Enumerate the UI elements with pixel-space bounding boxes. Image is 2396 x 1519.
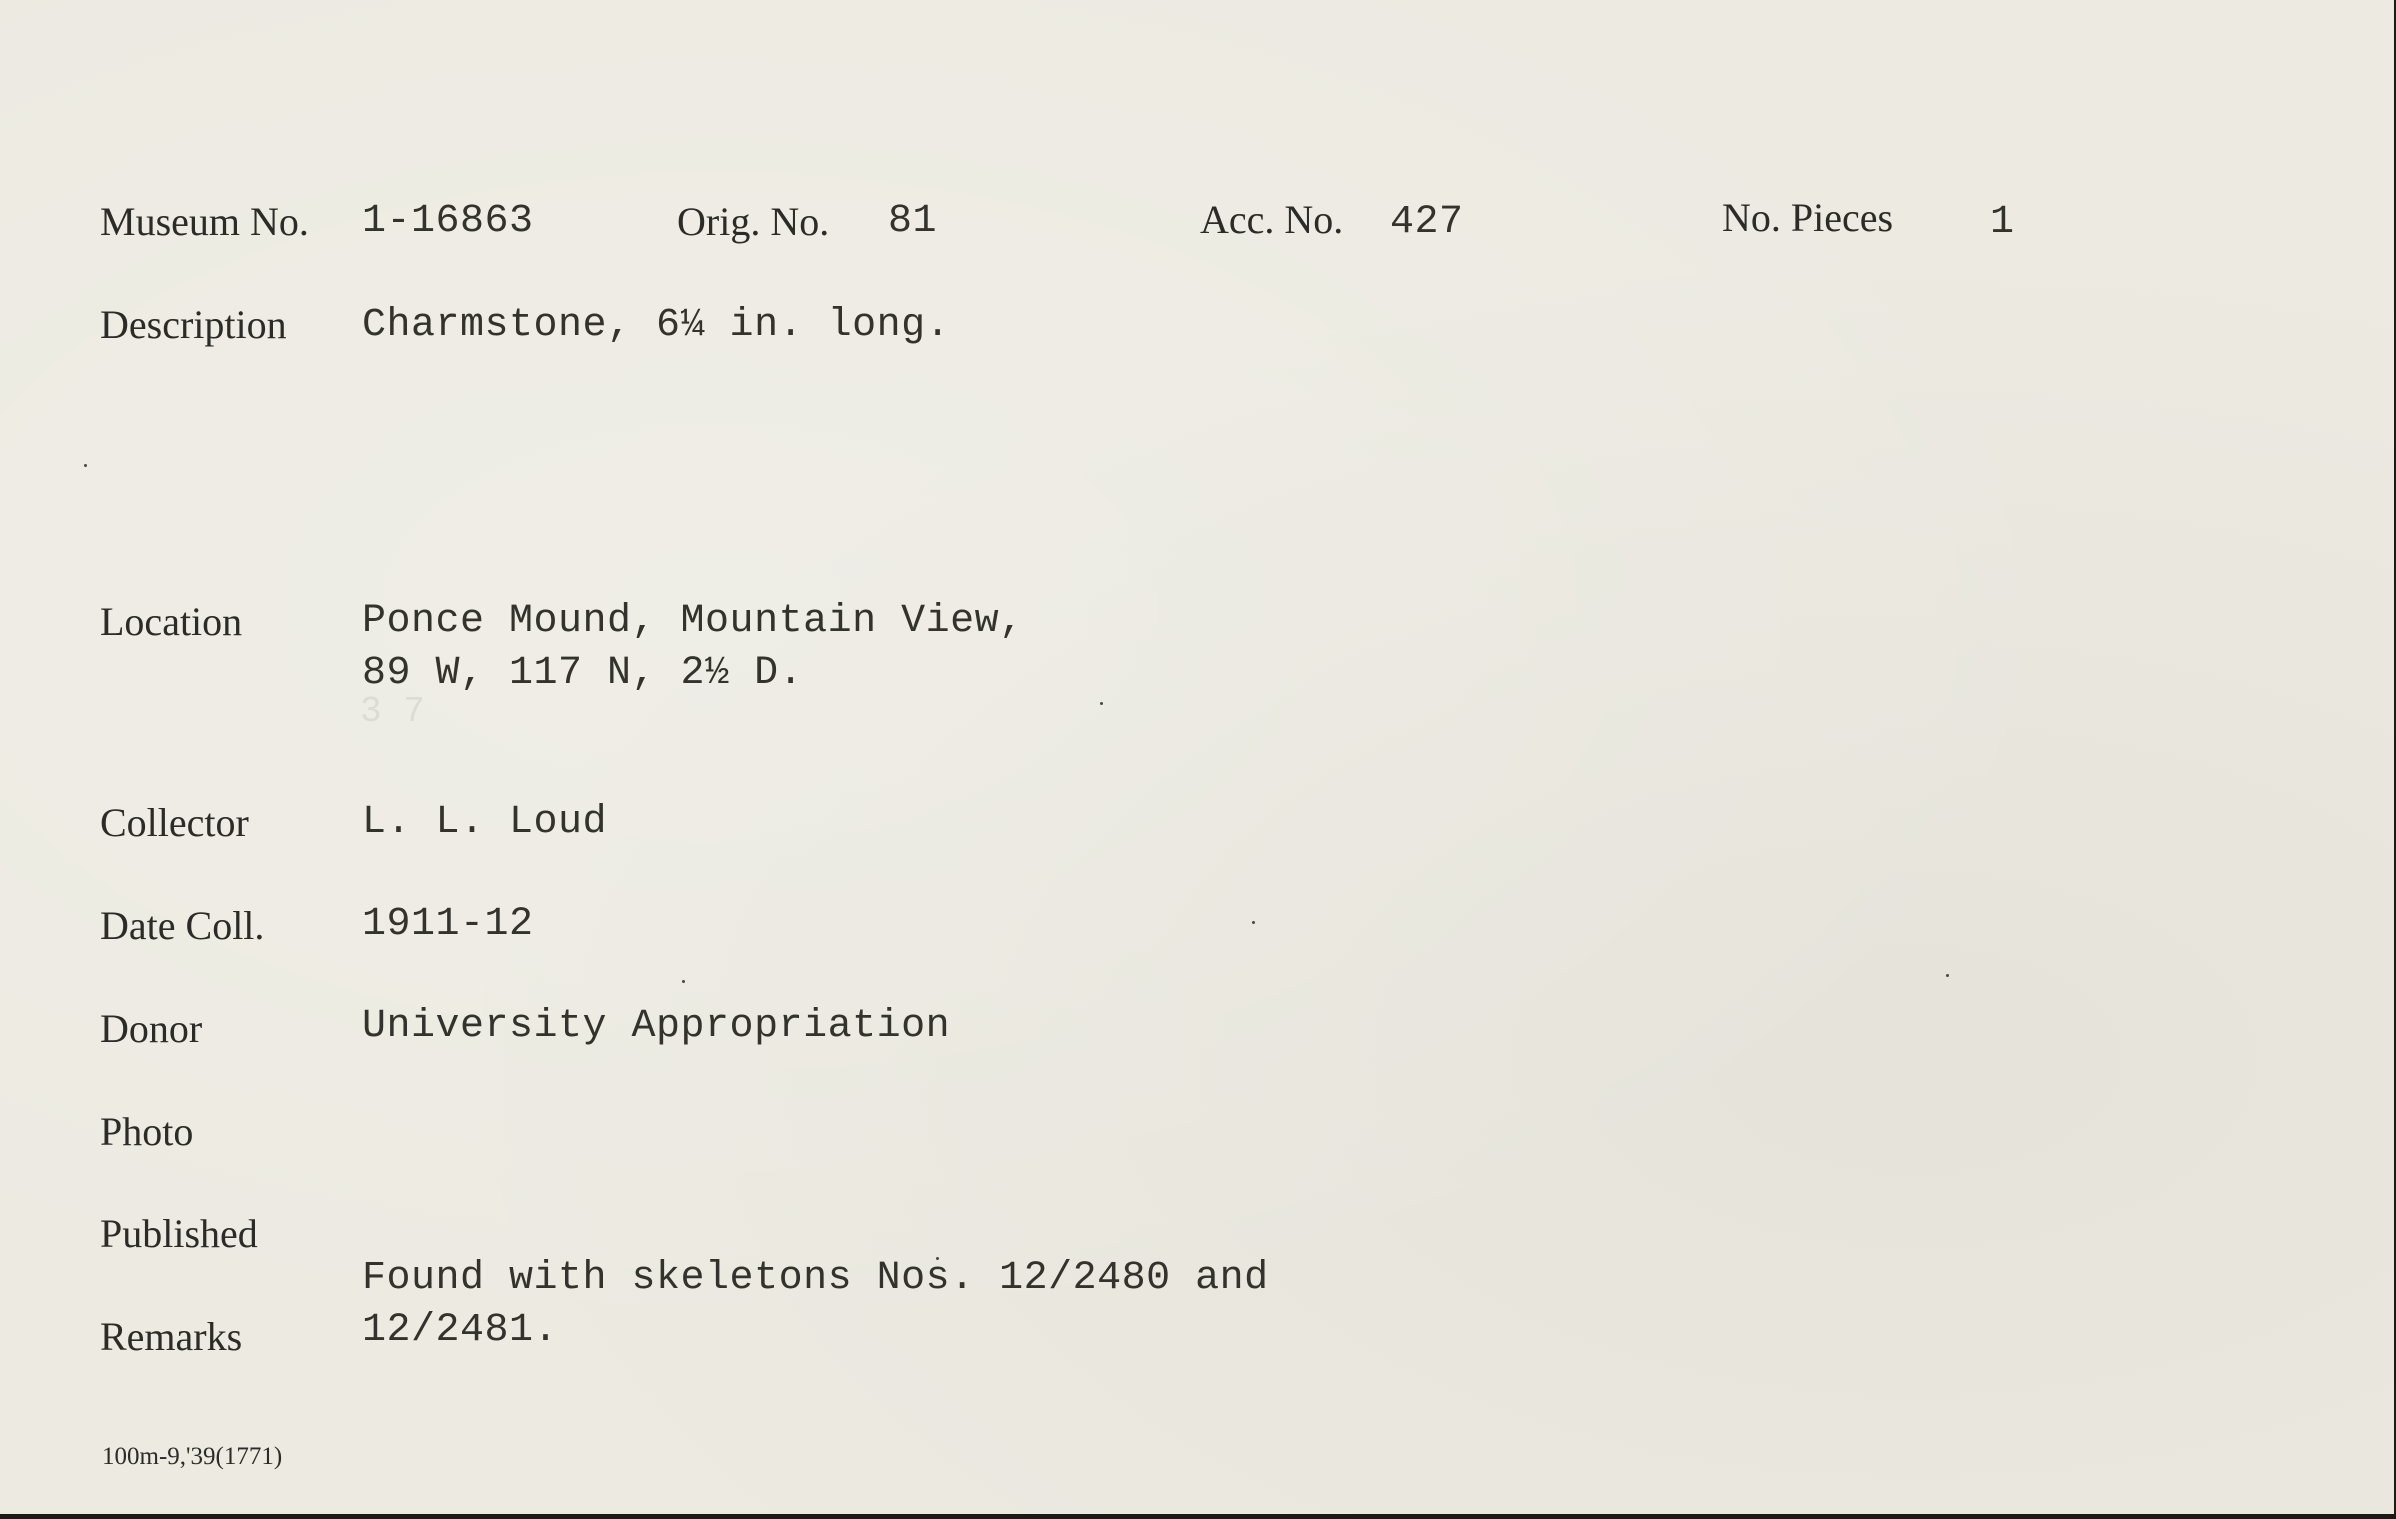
orig-no-value: 81	[888, 199, 938, 244]
description-label: Description	[100, 302, 287, 347]
collector-label: Collector	[100, 800, 249, 845]
dust-speck	[1946, 974, 1949, 977]
no-pieces-label: No. Pieces	[1722, 195, 1894, 240]
dust-speck	[1252, 921, 1255, 924]
acc-no-value: 427	[1390, 200, 1464, 245]
remarks-line-1: Found with skeletons Nos. 12/2480 and	[362, 1256, 1269, 1301]
faint-mark: 3 7	[360, 691, 425, 732]
location-line-2: 89 W, 117 N, 2½ D.	[362, 651, 804, 696]
print-code: 100m-9,'39(1771)	[102, 1443, 283, 1470]
dust-speck	[682, 980, 685, 983]
photo-label: Photo	[100, 1109, 194, 1154]
orig-no-label: Orig. No.	[677, 199, 830, 244]
donor-value: University Appropriation	[362, 1004, 951, 1049]
date-coll-label: Date Coll.	[100, 903, 265, 948]
collector-value: L. L. Loud	[362, 800, 608, 845]
location-line-1: Ponce Mound, Mountain View,	[362, 599, 1024, 644]
museum-no-value: 1-16863	[362, 199, 534, 244]
remarks-label: Remarks	[100, 1314, 243, 1359]
published-label: Published	[100, 1211, 258, 1256]
donor-label: Donor	[100, 1006, 203, 1051]
no-pieces-value: 1	[1990, 200, 2015, 245]
remarks-line-2: 12/2481.	[362, 1308, 559, 1353]
dust-speck	[1100, 702, 1103, 705]
museum-no-label: Museum No.	[100, 199, 309, 244]
acc-no-label: Acc. No.	[1200, 197, 1344, 242]
date-coll-value: 1911-12	[362, 902, 534, 947]
location-label: Location	[100, 599, 243, 644]
description-value: Charmstone, 6¼ in. long.	[362, 303, 951, 348]
dust-speck	[84, 464, 87, 467]
